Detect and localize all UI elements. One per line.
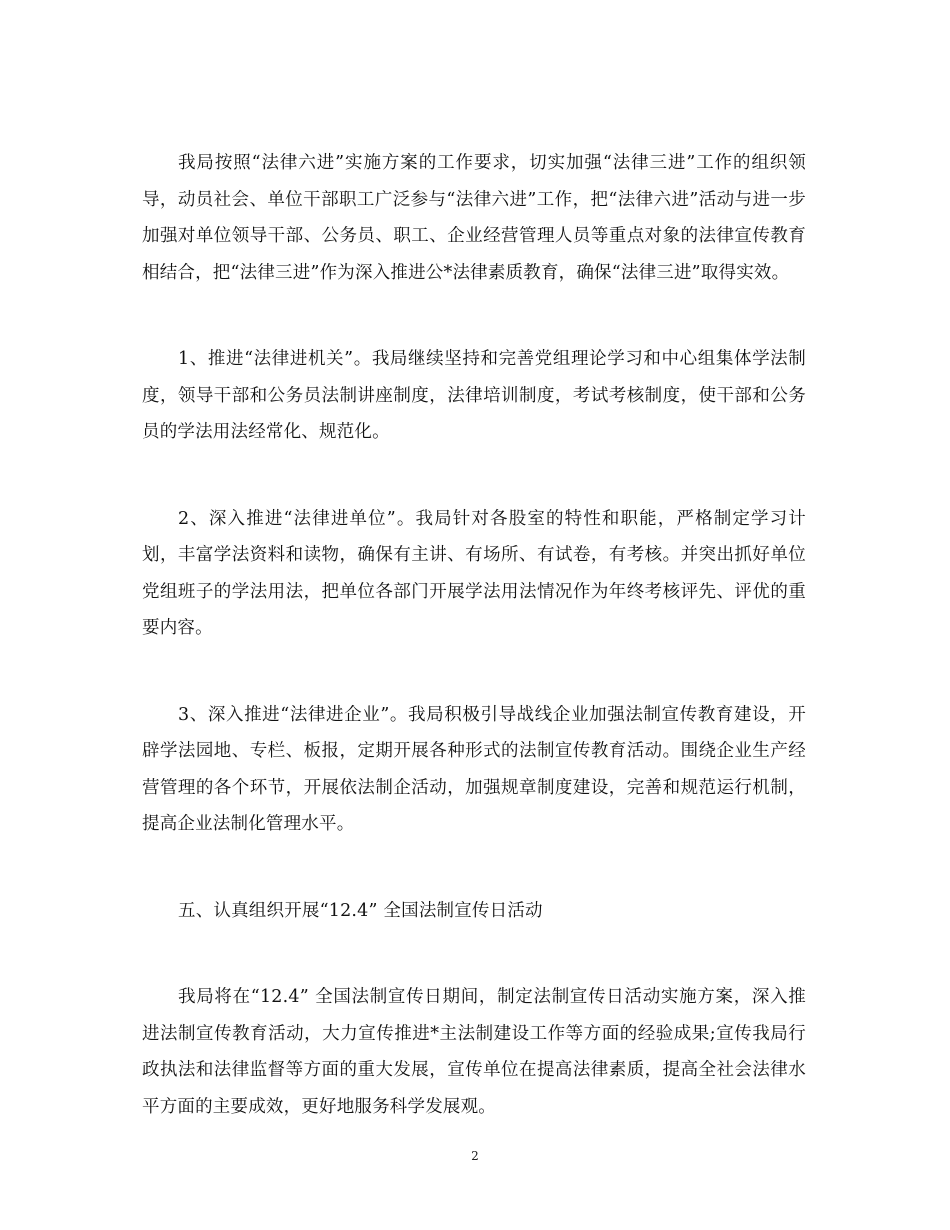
paragraph-item-2: 2、深入推进“法律进单位”。我局针对各股室的特性和职能，严格制定学习计划，丰富学法资料和读物，确保有主讲、有场所、有试卷，有考核。并突出抓好单位党组班子的学法用法，把单位各部门开展学法用法情况作为年终考核评先、评优的重要内容。 (142, 508, 806, 638)
paragraph-section-five: 我局将在“12.4” 全国法制宣传日期间，制定法制宣传日活动实施方案，深入推进法制宣传教育活动，大力宣传推进*主法制建设工作等方面的经验成果;宣传我局行政执法和法律监督等方面的重大发展，宣传单位在提高法律素质，提高全社会法律水平方面的主要成效，更好地服务科学发展观。 (142, 987, 806, 1117)
paragraph-item-3: 3、深入推进“法律进企业”。我局积极引导战线企业加强法制宣传教育建设，开辟学法园地、专栏、板报，定期开展各种形式的法制宣传教育活动。围绕企业生产经营管理的各个环节，开展依法制企活动，加强规章制度建设，完善和规范运行机制，提高企业法制化管理水平。 (142, 704, 806, 834)
page-number: 2 (471, 1149, 479, 1163)
document-body (142, 145, 806, 1175)
section-heading-five: 五、认真组织开展“12.4” 全国法制宣传日活动 (178, 900, 543, 921)
paragraph-intro: 我局按照“法律六进”实施方案的工作要求，切实加强“法律三进”工作的组织领导，动员社会、单位干部职工广泛参与“法律六进”工作，把“法律六进”活动与进一步加强对单位领导干部、公务员、职工、企业经营管理人员等重点对象的法律宣传教育相结合，把“法律三进”作为深入推进公*法律素质教育，确保“法律三进”取得实效。 (142, 153, 806, 283)
paragraph-item-1: 1、推进“法律进机关”。我局继续坚持和完善党组理论学习和中心组集体学法制度，领导干部和公务员法制讲座制度，法律培训制度，考试考核制度，使干部和公务员的学法用法经常化、规范化。 (142, 349, 806, 442)
